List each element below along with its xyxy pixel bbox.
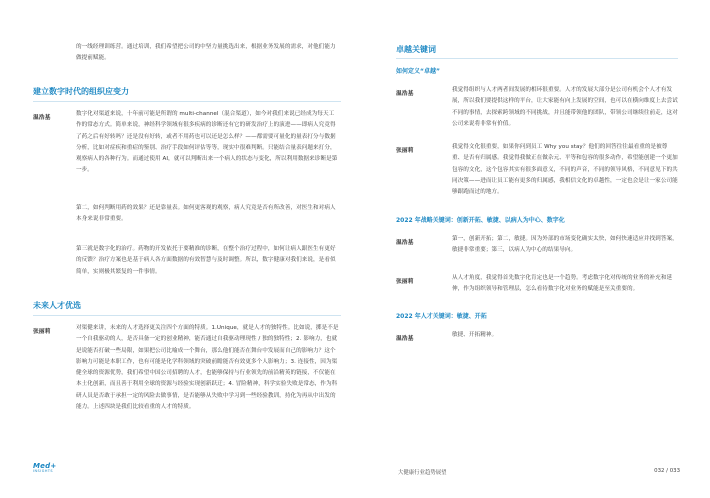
speaker-name: 张丽莉 [33, 329, 51, 335]
brand-logo [33, 462, 56, 473]
subsection-title: 2022 年人才关键词：敏捷、开拓 [396, 313, 487, 320]
speaker-name: 张丽莉 [396, 279, 414, 285]
answer-paragraph: 我觉得文化很重要，如果你问到员工 Why you stay？他们的回答往往最看重的是被尊重、是否有归属感。我觉得我做正在做杂元、平等和包容的很多动作，希望能创建一个更加包容的文化，这个包容其实有很多面意义，不同的声音，不同的领导风格，不同意见下的共同决策——进而让员工能有更多的归属感，我相信文化的卓越性，一定也会是让一家公司能够跟跑而过的地方。 [452, 144, 678, 196]
page-number: 032 / 033 [654, 468, 680, 474]
answer-paragraph: 第三就是数字化的治疗。药物的开发依托于要精准的诊断，在整个治疗过程中，如何让病人跟医生有更好的反馈？治疗方案也是基于病人各方面数据的有效智慧与及时调整。所以，数字健康对我们来说，是看似简单，实则极其繁复的一件事情。 [76, 246, 336, 275]
section-title-org-resilience: 建立数字时代的组织应变力 [33, 87, 129, 96]
speaker-name: 温浩基 [396, 91, 414, 97]
section-divider [33, 101, 341, 102]
answer-paragraph: 数字化对渠道来说，十年前可能是所谓的 multi-channel（混合渠道），如今对我们来说已经成为每天工作的常态方式。简单来说，神经科学领域有很多疾病的诊断还有它的研发治疗上的演进——即病人究竟得了药之后有好转吗？还是没有好转，或者不用药也可以还是怎么样？——都需要可量化的量表打分与数据分析，比如对症疾和重症的鉴别、治疗手段如何评估等等，现实中很难判断。只能结合量表问题来打分，观察病人的各种行为。而通过使用 AI，就可以判断出来一个病人的状态与变化，所以利用数据来诊断是第一步。 [76, 111, 338, 174]
answer-paragraph: 我觉得组织与人才两者间发展的相环很重要。人才的发展大部分是公司有机会个人才有发展，所以我们要提供这样的平台，让大家能有向上发展的空间，也可以在横向维度上去尝试不同的事情，去探索跨领域的不同挑战，并且能带领他的团队，带领公司继续往前走，这对公司来说将非常有价值。 [452, 87, 678, 127]
section-divider [396, 58, 678, 59]
answer-paragraph: 第一，创新开拓；第二，敏捷。因为外部的市场变化确实太快，如何快速适应并找到答案，敏捷非常重要；第三，以病人为中心的结果导向。 [452, 236, 678, 254]
intro-paragraph: 的一线经理训练营。通过培训，我们希望把公司的中坚力量挑选出来，根据业务发展的需求，对他们能力做提前赋能。 [76, 44, 336, 62]
section-title-future-talent: 未来人才优选 [33, 301, 81, 310]
speaker-name: 温浩基 [33, 115, 51, 121]
report-title: 大健康行业趋势展望 [398, 470, 447, 476]
logo-text: Med+ [33, 462, 57, 470]
speaker-name: 张丽莉 [396, 148, 414, 154]
section-title-excellence-keywords: 卓越关键词 [396, 45, 436, 54]
answer-paragraph: 从人才角度，我觉得首先数字化肯定也是一个趋势。考虑数字化对传统的业务的补充和延伸，作为组织领导和管理层，怎么看待数字化对业务的赋能是至关重要的。 [452, 275, 673, 293]
subsection-title: 2022 年战略关键词：创新开拓、敏捷、以病人为中心、数字化 [396, 217, 565, 224]
logo-subtext: INSIGHTS [33, 469, 54, 473]
section-divider [33, 315, 341, 316]
subsection-title: 如何定义“卓越” [396, 68, 440, 75]
answer-paragraph: 敏捷、开拓精神。 [452, 332, 498, 338]
answer-paragraph: 第二，如何判断用药的效果？还是靠量表。如何更客观的观察，病人究竟是否有所改善，对医生和对病人本身来说非常重要。 [76, 205, 336, 223]
answer-paragraph: 对渠健来讲，未来的人才选择更关注四个方面的特质。1.Unique，就是人才的独特性。比如说，掷是不是一个自我驱动的人，是否具备一定的创业精神，能否通过自我驱动理现性 / 独的独特性；2. 影响力，也就是说能否打破一些局限，如果把公司比喻成一个舞台，那么他们能否在舞台中发展而自己的影响力？这个影响力可能是本职工作，也有可能是化学科领域的突破前瞻能否有效更多个人影响力；3. 连接性，因为渠健全球的资源优势，我们希望中国公司招聘的人才，也能够保持与行业领先的前沿精英的链接，不仅能在本土化创新，而且善于利用全球的资源与经验实现创新跃迁；4. 冒险精神，科学实验失败是常态，作为科研人员是否敢于承担一定的风险去做事情，是否能够从失败中学习到一些经验教训，持化为再从中出发的能力。上述四块是我们比较看重的人才的特质。 [76, 325, 339, 411]
speaker-name: 温浩基 [396, 240, 414, 246]
speaker-name: 温浩基 [396, 336, 414, 342]
